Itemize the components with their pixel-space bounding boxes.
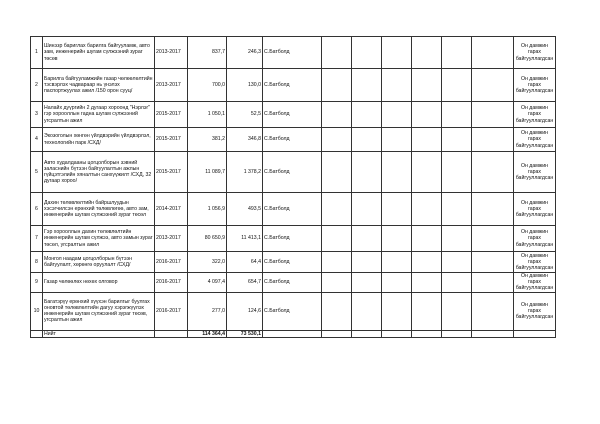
period: 2013-2017: [155, 226, 188, 252]
empty-cell: [442, 193, 472, 226]
responsible-person: С.Батболд: [263, 252, 322, 273]
empty-cell: [382, 152, 412, 193]
empty-cell: [472, 330, 514, 337]
total-label: Нийт: [43, 330, 155, 337]
empty-cell: [352, 102, 382, 128]
project-description: Барилгa байгууламжийн газар чөлөөлөлтийн тэсвэрлэх чадвараар нь үнэлэх паспортжуулах ажил /150 орон сууц/: [43, 69, 155, 102]
spent-amount: 124,6: [227, 292, 263, 330]
status-note: Он дамжин гарах байгууллагдсан: [514, 69, 556, 102]
empty-cell: [382, 102, 412, 128]
empty-cell: [412, 37, 442, 69]
responsible-person: С.Батболд: [263, 292, 322, 330]
spent-amount: 346,8: [227, 128, 263, 152]
table-row: [31, 152, 556, 193]
total-cost: 1 050,1: [188, 102, 227, 128]
period: 2015-2017: [155, 152, 188, 193]
empty-cell: [412, 102, 442, 128]
project-description: Экозоголын хөнгөн үйлдвэрийн үйлдвэрлэл, технологийн парк /СХД/: [43, 128, 155, 152]
empty-cell: [412, 69, 442, 102]
row-number: 3: [31, 102, 43, 128]
empty-cell: [322, 252, 352, 273]
empty-cell: [322, 292, 352, 330]
spent-amount: 246,3: [227, 37, 263, 69]
empty-cell: [442, 102, 472, 128]
spent-amount: 493,5: [227, 193, 263, 226]
spent-amount: 130,0: [227, 69, 263, 102]
empty-cell: [412, 193, 442, 226]
empty-cell: [322, 273, 352, 293]
total-cost: 80 650,9: [188, 226, 227, 252]
empty-cell: [352, 193, 382, 226]
empty-cell: [352, 128, 382, 152]
empty-cell: [352, 292, 382, 330]
responsible-person: С.Батболд: [263, 193, 322, 226]
status-note: Он дамжин гарах байгууллагдсан: [514, 252, 556, 273]
row-number: 9: [31, 273, 43, 293]
empty-cell: [382, 37, 412, 69]
table-row: [31, 69, 556, 102]
responsible-person: С.Батболд: [263, 37, 322, 69]
empty-cell: [352, 273, 382, 293]
table-row: [31, 226, 556, 252]
empty-cell: [382, 273, 412, 293]
project-table: [30, 36, 556, 338]
empty-cell: [472, 252, 514, 273]
responsible-person: С.Батболд: [263, 102, 322, 128]
empty-cell: [472, 292, 514, 330]
period: 2015-2017: [155, 102, 188, 128]
empty-cell: [472, 128, 514, 152]
row-number: 2: [31, 69, 43, 102]
row-number: 8: [31, 252, 43, 273]
project-description: Газар чөлөөлөх нөхөх олговор: [43, 273, 155, 293]
total-cost: 322,0: [188, 252, 227, 273]
empty-cell: [352, 69, 382, 102]
empty-cell: [263, 330, 322, 337]
row-number: 6: [31, 193, 43, 226]
empty-cell: [472, 152, 514, 193]
project-description: Багатэрүү ерөнхий хүүхэн барилгыг буулгах оновтой төлөвлөлтийн дагуу хэрэгжүүлэх инженерийн шугам сүлжээний зураг төсөв, угсралтын ажил: [43, 292, 155, 330]
status-note: Он дамжин гарах байгууллагдсан: [514, 226, 556, 252]
responsible-person: С.Батболд: [263, 128, 322, 152]
project-description: Авто худалдааны цогцолборын зэвний заласнийн бүтээн байгуулалтын ажлын гүйцэтгэлийн хяналтын санхүүжилт /СХД, 32 дугаар хороо/: [43, 152, 155, 193]
empty-cell: [352, 226, 382, 252]
total-cost: 700,0: [188, 69, 227, 102]
empty-cell: [472, 69, 514, 102]
empty-cell: [442, 69, 472, 102]
row-number: 10: [31, 292, 43, 330]
empty-cell: [31, 330, 43, 337]
table-row: [31, 37, 556, 69]
responsible-person: С.Батболд: [263, 273, 322, 293]
row-number: 5: [31, 152, 43, 193]
empty-cell: [382, 193, 412, 226]
empty-cell: [472, 226, 514, 252]
empty-cell: [352, 330, 382, 337]
empty-cell: [352, 152, 382, 193]
project-description: Шинэзр бариглах барилга байгууламж, авто зам, инженерийн шугам сүлжээний зураг төсөв: [43, 37, 155, 69]
responsible-person: С.Батболд: [263, 152, 322, 193]
status-note: Он дамжин гарах байгууллагдсан: [514, 128, 556, 152]
empty-cell: [412, 152, 442, 193]
empty-cell: [382, 69, 412, 102]
row-number: 7: [31, 226, 43, 252]
empty-cell: [322, 69, 352, 102]
period: 2016-2017: [155, 252, 188, 273]
project-description: Дахин төлөвлөлтийн байршлуудын хэсэгчилсэн ерөнхий төлөвлөгөө, авто зам, инженерийн шугам сүлжээний зураг төсөл: [43, 193, 155, 226]
period: 2014-2017: [155, 193, 188, 226]
empty-cell: [442, 252, 472, 273]
empty-cell: [442, 330, 472, 337]
total-cost: 277,0: [188, 292, 227, 330]
table-row: [31, 193, 556, 226]
empty-cell: [322, 128, 352, 152]
spent-amount: 11 413,1: [227, 226, 263, 252]
status-note: Он дамжин гарах байгууллагдсан: [514, 193, 556, 226]
empty-cell: [382, 330, 412, 337]
empty-cell: [322, 37, 352, 69]
table-row: [31, 102, 556, 128]
project-description: Монгол наадам цогцолборын бүтээн байгуулалт, хөрөнгө оруулалт /СХД/: [43, 252, 155, 273]
empty-cell: [412, 252, 442, 273]
empty-cell: [472, 102, 514, 128]
empty-cell: [382, 292, 412, 330]
period: 2016-2017: [155, 292, 188, 330]
responsible-person: С.Батболд: [263, 69, 322, 102]
period: 2016-2017: [155, 273, 188, 293]
empty-cell: [382, 226, 412, 252]
empty-cell: [382, 252, 412, 273]
status-note: Он дамжин гарах байгууллагдсан: [514, 37, 556, 69]
spent-amount: 1 378,2: [227, 152, 263, 193]
period: 2013-2017: [155, 69, 188, 102]
row-number: 4: [31, 128, 43, 152]
empty-cell: [472, 193, 514, 226]
total-cost: 4 097,4: [188, 273, 227, 293]
total-cost: 837,7: [188, 37, 227, 69]
status-note: Он дамжин гарах байгууллагдсан: [514, 102, 556, 128]
spent-amount: 52,5: [227, 102, 263, 128]
empty-cell: [322, 193, 352, 226]
total-amount1: 114 364,4: [188, 330, 227, 337]
period: 2013-2017: [155, 37, 188, 69]
empty-cell: [412, 226, 442, 252]
empty-cell: [442, 128, 472, 152]
responsible-person: С.Батболд: [263, 226, 322, 252]
empty-cell: [412, 273, 442, 293]
table-body: [31, 37, 556, 338]
empty-cell: [472, 37, 514, 69]
empty-cell: [412, 330, 442, 337]
status-note: Он дамжин гарах байгууллагдсан: [514, 292, 556, 330]
empty-cell: [442, 37, 472, 69]
empty-cell: [514, 330, 556, 337]
period: 2015-2017: [155, 128, 188, 152]
empty-cell: [322, 152, 352, 193]
table-row: [31, 292, 556, 330]
empty-cell: [382, 128, 412, 152]
project-description: Гэр хорооллын дахин төлөвлөлтийн инженерийн шугам сүлжээ, авто замын зураг төсөл, угсралтын ажил: [43, 226, 155, 252]
total-row: [31, 330, 556, 337]
table-row: [31, 273, 556, 293]
table-row: [31, 252, 556, 273]
project-description: Налайх дүүргийн 2 дугаар хороонд "Нэрлэг" гэр хорооллын гадна шугам сүлжээний угсралтын ажил: [43, 102, 155, 128]
spent-amount: 64,4: [227, 252, 263, 273]
total-cost: 381,2: [188, 128, 227, 152]
status-note: Он дамжин гарах байгууллагдсан: [514, 152, 556, 193]
empty-cell: [352, 37, 382, 69]
status-note: Он дамжин гарах байгууллагдсан: [514, 273, 556, 293]
total-cost: 1 056,9: [188, 193, 227, 226]
total-cost: 11 089,7: [188, 152, 227, 193]
empty-cell: [412, 292, 442, 330]
total-amount2: 73 530,1: [227, 330, 263, 337]
empty-cell: [442, 226, 472, 252]
empty-cell: [412, 128, 442, 152]
row-number: 1: [31, 37, 43, 69]
empty-cell: [442, 152, 472, 193]
empty-cell: [442, 273, 472, 293]
empty-cell: [442, 292, 472, 330]
empty-cell: [472, 273, 514, 293]
empty-cell: [322, 330, 352, 337]
empty-cell: [322, 102, 352, 128]
empty-cell: [352, 252, 382, 273]
empty-cell: [322, 226, 352, 252]
spent-amount: 654,7: [227, 273, 263, 293]
table-row: [31, 128, 556, 152]
empty-cell: [155, 330, 188, 337]
